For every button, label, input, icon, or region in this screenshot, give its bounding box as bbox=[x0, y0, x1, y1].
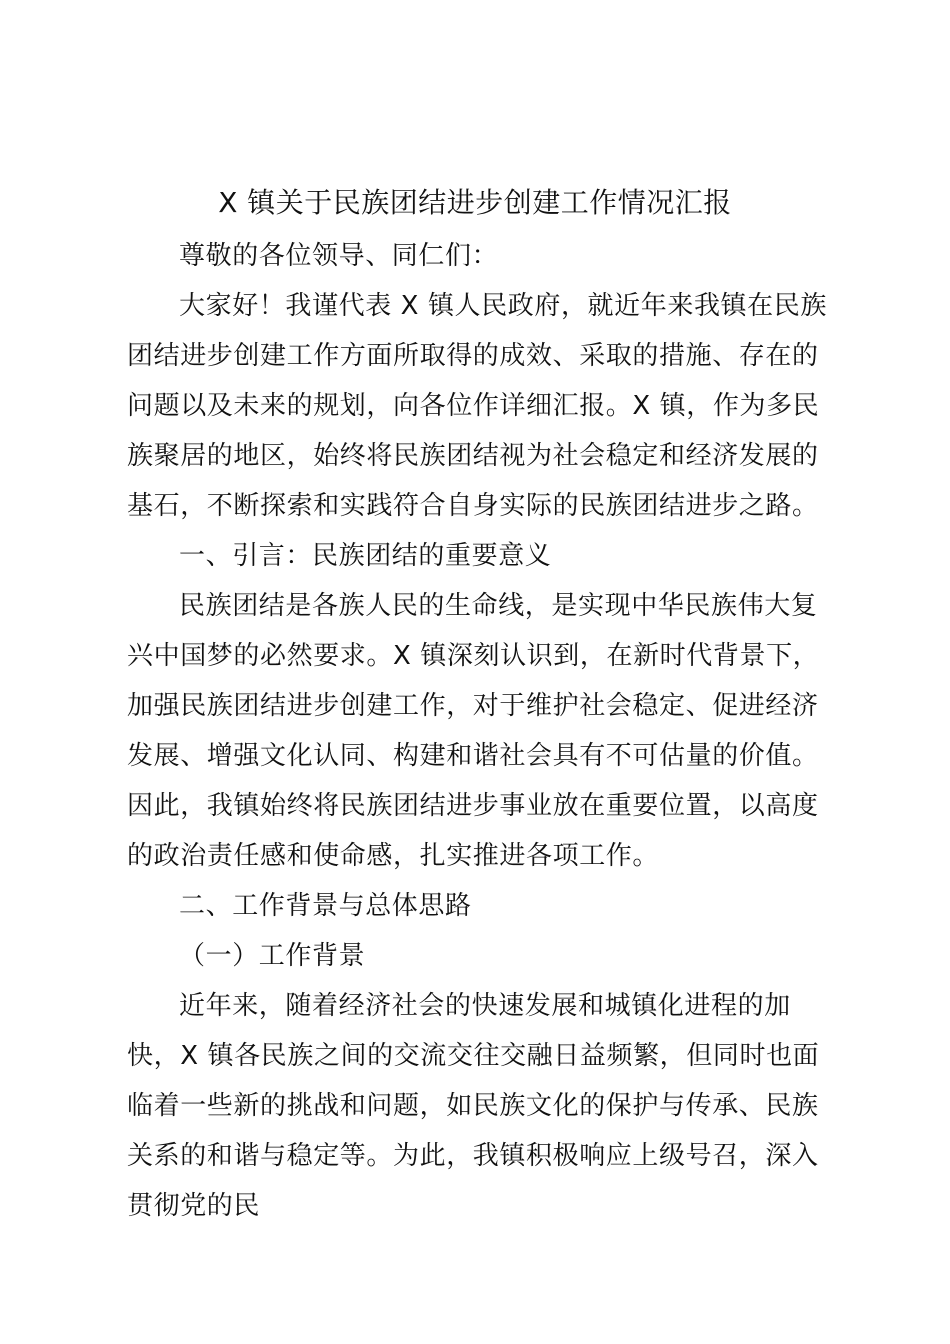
intro-paragraph: 大家好！我谨代表 X 镇人民政府，就近年来我镇在民族团结进步创建工作方面所取得的成效、采取的措施、存在的问题以及未来的规划，向各位作详细汇报。X 镇，作为多民族聚居的地区，始终将民族团结视为社会稳定和经济发展的基石，不断探索和实践符合自身实际的民族团结进步之路。 bbox=[127, 291, 827, 521]
subsection-heading-1: （一）工作背景 bbox=[179, 941, 366, 971]
section-heading-2: 二、工作背景与总体思路 bbox=[179, 891, 472, 921]
salutation: 尊敬的各位领导、同仁们： bbox=[179, 241, 499, 271]
subsection1-paragraph: 近年来，随着经济社会的快速发展和城镇化进程的加快，X 镇各民族之间的交流交往交融日益频繁，但同时也面临着一些新的挑战和问题，如民族文化的保护与传承、民族关系的和谐与稳定等。为此，我镇积极响应上级号召，深入贯彻党的民 bbox=[127, 991, 820, 1221]
section1-paragraph: 民族团结是各族人民的生命线，是实现中华民族伟大复兴中国梦的必然要求。X 镇深刻认识到，在新时代背景下，加强民族团结进步创建工作，对于维护社会稳定、促进经济发展、增强文化认同、构建和谐社会具有不可估量的价值。因此，我镇始终将民族团结进步事业放在重要位置，以高度的政治责任感和使命感，扎实推进各项工作。 bbox=[127, 591, 820, 871]
document-body bbox=[127, 231, 837, 1231]
document-title: X 镇关于民族团结进步创建工作情况汇报 bbox=[218, 186, 732, 219]
section-heading-1: 一、引言：民族团结的重要意义 bbox=[179, 541, 552, 571]
